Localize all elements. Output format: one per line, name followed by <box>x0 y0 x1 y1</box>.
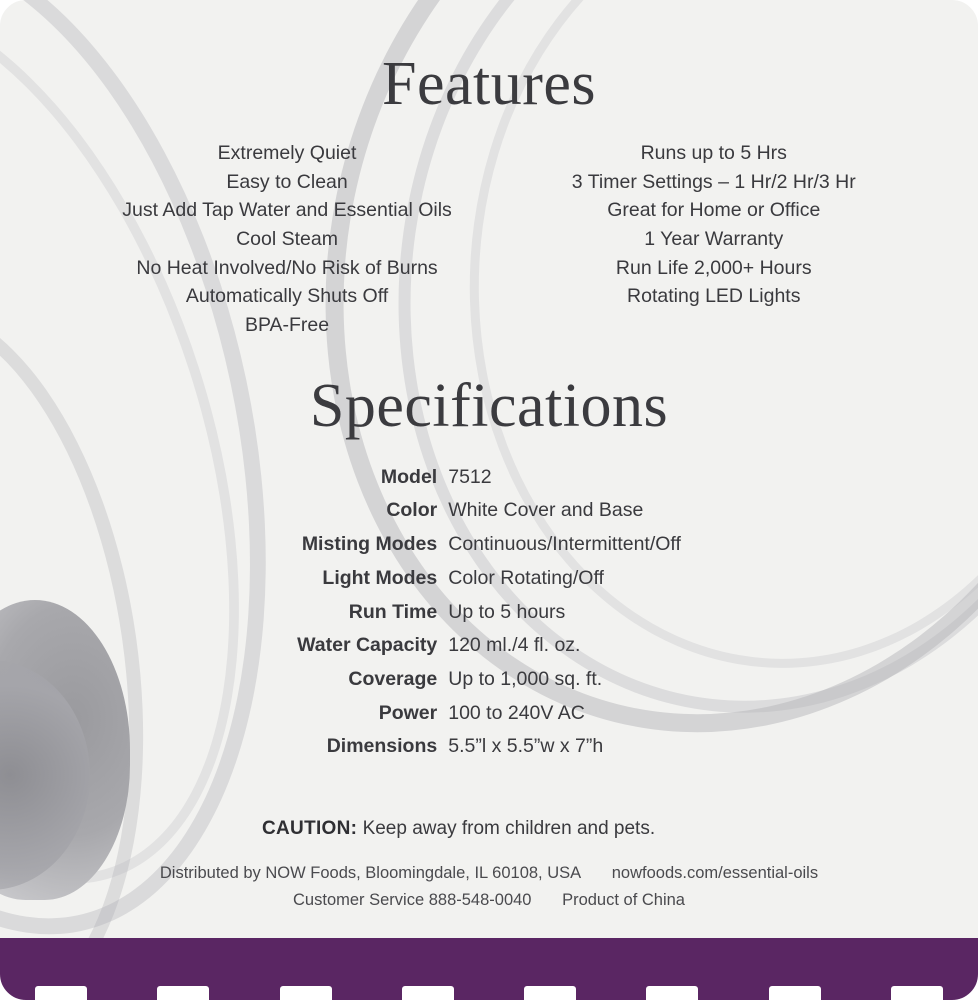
table-row <box>297 730 681 764</box>
purple-bottom-band <box>0 938 978 1000</box>
distributed-by-text: Distributed by NOW Foods, Bloomingdale, IL 60108, USA <box>159 863 582 882</box>
spec-value: Continuous/Intermittent/Off <box>448 533 681 556</box>
spec-label: Misting Modes <box>301 533 438 556</box>
customer-service-text: Customer Service 888-548-0040 <box>293 891 532 910</box>
specifications-heading: Specifications <box>309 371 669 440</box>
feature-item: 3 Timer Settings – 1 Hr/2 Hr/3 Hr <box>571 170 856 193</box>
feature-item: Run Life 2,000+ Hours <box>615 256 812 279</box>
website-text: nowfoods.com/essential-oils <box>611 863 819 882</box>
footer-line-2 <box>0 887 978 914</box>
band-notch <box>402 986 454 1000</box>
spec-label: Coverage <box>348 667 438 690</box>
footer-info <box>0 860 978 914</box>
spec-value: 100 to 240V AC <box>448 701 585 724</box>
spec-value: Up to 5 hours <box>448 600 566 623</box>
table-row <box>297 461 681 495</box>
features-heading: Features <box>381 50 597 118</box>
feature-item: Just Add Tap Water and Essential Oils <box>122 199 452 222</box>
feature-item: No Heat Involved/No Risk of Burns <box>136 256 438 279</box>
feature-item: 1 Year Warranty <box>644 228 784 251</box>
feature-item: Automatically Shuts Off <box>185 285 389 308</box>
spec-label: Model <box>380 465 438 488</box>
table-row <box>297 663 681 697</box>
table-row <box>297 562 681 596</box>
band-notch <box>280 986 332 1000</box>
table-row <box>297 528 681 562</box>
table-row <box>297 494 681 528</box>
footer-line-1 <box>0 860 978 887</box>
features-columns <box>0 139 978 340</box>
feature-item: Runs up to 5 Hrs <box>640 142 787 165</box>
spec-label: Water Capacity <box>297 634 438 657</box>
features-right-column <box>572 139 856 340</box>
spec-label: Dimensions <box>326 735 438 758</box>
origin-text: Product of China <box>562 891 685 910</box>
feature-item: Extremely Quiet <box>217 142 357 165</box>
band-notch <box>891 986 943 1000</box>
feature-item: BPA-Free <box>244 314 330 337</box>
spec-label: Light Modes <box>322 566 438 589</box>
specifications-table <box>297 461 681 764</box>
spec-value: 5.5”l x 5.5”w x 7”h <box>448 735 604 758</box>
spec-value: White Cover and Base <box>448 499 644 522</box>
band-notch <box>646 986 698 1000</box>
caution-text: Keep away from children and pets. <box>362 817 656 839</box>
spec-value: Color Rotating/Off <box>448 566 604 589</box>
caution-label: CAUTION: <box>262 817 358 839</box>
band-notch <box>524 986 576 1000</box>
spec-label: Run Time <box>348 600 438 623</box>
table-row <box>297 629 681 663</box>
spec-value: 120 ml./4 fl. oz. <box>448 634 581 657</box>
band-notch <box>769 986 821 1000</box>
caution-notice <box>0 818 978 840</box>
features-left-column <box>122 139 452 340</box>
table-row <box>297 596 681 630</box>
spec-value: Up to 1,000 sq. ft. <box>448 667 603 690</box>
spec-value: 7512 <box>448 465 492 488</box>
band-notch <box>157 986 209 1000</box>
spec-label: Power <box>378 701 438 724</box>
table-row <box>297 697 681 731</box>
feature-item: Rotating LED Lights <box>627 285 801 308</box>
feature-item: Easy to Clean <box>226 170 348 193</box>
feature-item: Great for Home or Office <box>607 199 821 222</box>
band-notch <box>35 986 87 1000</box>
feature-item: Cool Steam <box>236 228 338 251</box>
spec-label: Color <box>386 499 438 522</box>
band-notch-row <box>0 986 978 1000</box>
